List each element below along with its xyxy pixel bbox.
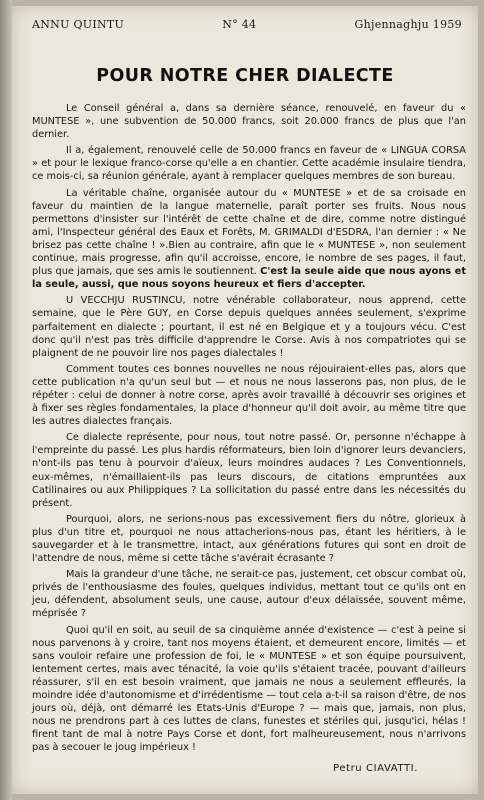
paragraph: Ce dialecte représente, pour nous, tout notre passé. Or, personne n'échappe à l'empreinte du passé. Les plus hardis réformateurs, bien loin d'ignorer leurs devanciers, n'ont-ils pas tenu à pourvoir d'aïeux, leurs moindres audaces ? Les Conventionnels, eux-mêmes, n'émaillaient-ils pas leurs discours, de citations empruntées aux Catilinaires ou aux Philippiques ? La sollicitation du passé entre dans les nécessités du présent. [32,432,466,509]
paragraph: U VECCHJU RUSTINCU, notre vénérable collaborateur, nous apprend, cette semaine, que le Père GUY, en Corse depuis quelques années seulement, s'exprime parfaitement en dialecte ; pourtant, il est né en Belgique et y a toujours vécu. C'est donc qu'il n'est pas très difficile d'apprendre le Corse. Avis à nos compatriotes qui se plaignent de ne pouvoir lire nos pages dialectales ! [32,295,466,359]
paragraph: Il a, également, renouvelé celle de 50.000 francs en faveur de « LINGUA CORSA » et pour le lexique franco-corse qu'elle a en chantier. Cette académie insulaire tiendra, ce mois-ci, sa réunion générale, ayant à remplacer quelques membres de son bureau. [32,145,466,183]
paragraph: Pourquoi, alors, ne serions-nous pas excessivement fiers du nôtre, glorieux à plus d'un titre et, pourquoi ne nous attacherions-nous pas, étant les héritiers, à le sauvegarder et à le transmettre, intact, aux générations futures qui sont en droit de l'attendre de nous, même si cette tâche s'avérait écrasante ? [32,513,466,565]
page-header [32,18,462,31]
paragraph [32,187,466,292]
paragraph-text: La véritable chaîne, organisée autour du « MUNTESE » et de sa croisade en faveur du maintien de la langue maternelle, paraît porter ses fruits. Nous nous permettons d'insister sur l'intérêt de cette chaîne et de dire, comme notre distingué ami, l'Inspecteur général des Eaux et Forêts, M. GRIMALDI d'ESDRA, l'an dernier : « Ne brisez pas cette chaîne ! ».Bien au contraire, afin que le « MUNTESE », non seulement continue, mais progresse, afin qu'il accroisse, encore, le nombre de ses pages, il faut, plus que jamais, que ses amis le soutiennent. [32,187,466,278]
paragraph: Quoi qu'il en soit, au seuil de sa cinquième année d'existence — c'est à peine si nous parvenons à y croire, tant nos moyens étaient, et demeurent encore, limités — et sans vouloir refaire une profession de foi, le « MUNTESE » et son équipe poursuivent, lentement certes, mais avec ténacité, la voie qu'ils s'étaient tracée, pouvant d'ailleurs réassurer, s'il en est besoin vraiment, que jamais ne nous a seulement effleurés, la moindre idée d'autonomisme et d'irrédentisme — tout cela a-t-il sa raison d'être, de nos jours où, déjà, ont démarré les Etats-Unis d'Europe ? — mais que, jamais, non plus, nous ne prendrons part à ces luttes de clans, funestes et stériles qui, jusqu'ici, hélas ! firent tant de mal à notre Pays Corse et dont, fort malheureusement, nous n'arrivons pas à secouer le joug impérieux ! [32,624,466,754]
binding-edge [0,0,12,800]
article-title: POUR NOTRE CHER DIALECTE [96,66,394,86]
paragraph: Mais la grandeur d'une tâche, ne serait-ce pas, justement, cet obscur combat où, privés de l'enthousiasme des foules, quelques individus, mettant tout ce qu'ils ont en jeu, défendent, absolument seuls, une cause, autour d'eux délaissée, souvent même, méprisée ? [32,569,466,620]
article-body [32,102,466,755]
paragraph: Comment toutes ces bonnes nouvelles ne nous réjouiraient-elles pas, alors que cette publication n'a qu'un seul but — et nous ne nous lasserons pas, non plus, de le répéter : celui de donner à notre corse, après avoir travaillé à découvrir ses origines et à fixer ses règles fondamentales, la place d'honneur qu'il doit avoir, au même titre que les autres dialectes français. [32,363,466,428]
bold-statement: C'est la seule aide que nous ayons et la seule, aussi, que nous soyons heureux et fiers d'accepter. [32,266,466,291]
paragraph: Le Conseil général a, dans sa dernière séance, renouvelé, en faveur du « MUNTESE », une subvention de 50.000 francs, soit 20.000 francs de plus que l'an dernier. [32,103,466,141]
publication-name: ANNU QUINTU [32,18,125,31]
issue-date: Ghjennaghju 1959 [354,18,462,31]
author-signature: Petru CIAVATTI. [333,763,418,774]
issue-number: N° 44 [222,18,257,31]
newspaper-page [12,6,478,794]
